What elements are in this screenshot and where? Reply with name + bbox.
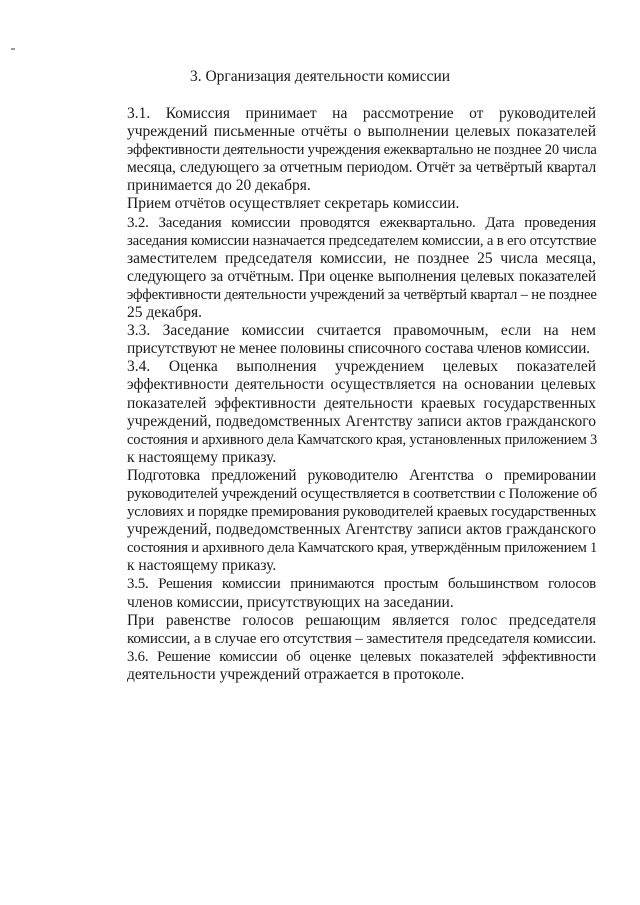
paragraph-line: эффективности деятельности учреждений за четвёртый квартал – не позднее (127, 286, 597, 303)
paragraph-line: 3.6. Решение комиссии об оценке целевых показателей эффективности (127, 648, 596, 665)
paragraph-line: следующего за отчётным. При оценке выполнения целевых показателей (127, 267, 596, 285)
paragraph-reception (89, 195, 596, 213)
paragraph-line: комиссии, а в случае его отсутствия – заместителя председателя комиссии. (127, 629, 597, 647)
paragraph-line: руководителей учреждений осуществляется в соответствии с Положение об (127, 485, 598, 502)
paragraph-line: показателей эффективности деятельности краевых государственных (127, 394, 596, 412)
paragraph-line: заместителем председателя комиссии, не позднее 25 числа месяца, (127, 249, 596, 267)
paragraph-line: состояния и архивного дела Камчатского края, установленных приложением 3 (127, 431, 598, 448)
paragraph-proposals (89, 467, 596, 576)
paragraph-3-3 (89, 322, 596, 358)
paragraph-line: 3.5. Решения комиссии принимаются простым большинством голосов (127, 576, 596, 593)
paragraph-line: эффективности деятельности учреждения ежеквартально не позднее 20 числа (127, 142, 597, 159)
paragraph-line: месяца, следующего за отчетным периодом. Отчёт за четвёртый квартал (127, 159, 596, 177)
paragraph-line: состояния и архивного дела Камчатского края, утверждённым приложением 1 (127, 540, 598, 557)
section-body (89, 105, 596, 684)
paragraph-3-4 (89, 358, 596, 467)
paragraph-line: заседания комиссии назначается председателем комиссии, а в его отсутствие (127, 232, 597, 249)
paragraph-line: условиях и порядке премирования руководителей краевых государственных (127, 504, 597, 521)
paragraph-line: к настоящему приказу. (127, 448, 277, 466)
paragraph-3-5 (89, 575, 596, 611)
section-heading: 3. Организация деятельности комиссии (189, 68, 451, 85)
paragraph-line: учреждений письменные отчёты о выполнении целевых показателей (127, 123, 596, 141)
paragraph-line: принимается до 20 декабря. (127, 177, 311, 195)
paragraph-line: Подготовка предложений руководителю Агентства о премировании (127, 466, 596, 484)
paragraph-line: 3.3. Заседание комиссии считается правомочным, если на нем (127, 322, 596, 340)
paragraph-3-2 (89, 214, 596, 323)
scan-margin-mark (11, 48, 15, 50)
paragraph-line: эффективности деятельности осуществляется на основании целевых (127, 376, 596, 394)
paragraph-line: учреждений, подведомственных Агентству записи актов гражданского (127, 521, 596, 539)
paragraph-line: 3.4. Оценка выполнения учреждением целевых показателей (127, 358, 596, 376)
paragraph-3-1 (89, 105, 596, 195)
paragraph-line: учреждений, подведомственных Агентству записи актов гражданского (127, 412, 596, 430)
paragraph-line: Прием отчётов осуществляет секретарь комиссии. (127, 195, 460, 213)
paragraph-line: деятельности учреждений отражается в протоколе. (127, 665, 465, 683)
paragraph-line: членов комиссии, присутствующих на заседании. (127, 593, 454, 611)
paragraph-line: к настоящему приказу. (127, 557, 277, 575)
paragraph-line: 25 декабря. (127, 304, 202, 322)
paragraph-line: присутствуют не менее половины списочного состава членов комиссии. (127, 340, 590, 358)
paragraph-3-6 (89, 648, 596, 684)
paragraph-line: 3.1. Комиссия принимает на рассмотрение от руководителей (127, 105, 596, 122)
paragraph-line: При равенстве голосов решающим является голос председателя (127, 611, 596, 629)
paragraph-tie-vote (89, 612, 596, 648)
paragraph-line: 3.2. Заседания комиссии проводятся ежеквартально. Дата проведения (127, 214, 596, 231)
